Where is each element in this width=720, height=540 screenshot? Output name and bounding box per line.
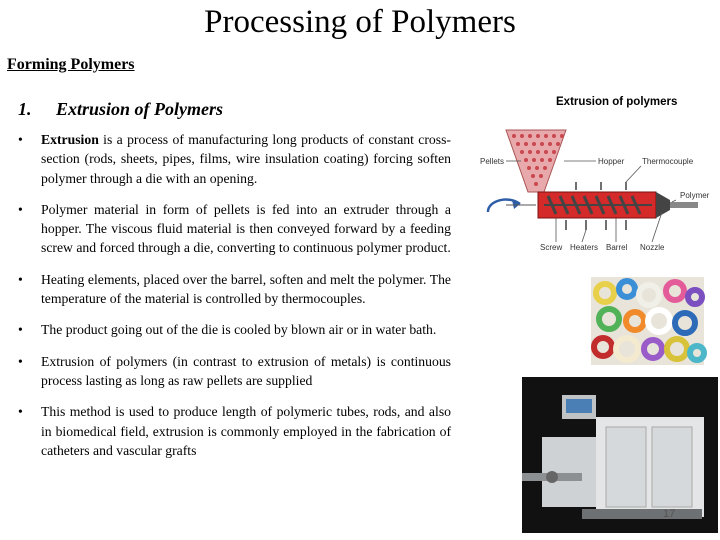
diagram-title: Extrusion of polymers [556, 96, 678, 108]
label-polymer: Polymer [680, 191, 710, 200]
bullet-item [18, 270, 451, 309]
bullet-marker: • [18, 404, 23, 420]
label-barrel: Barrel [606, 243, 628, 252]
page-number: 17 [663, 508, 676, 520]
section-heading [18, 99, 223, 120]
label-heaters: Heaters [570, 243, 599, 252]
slide-subtitle: Forming Polymers [7, 56, 135, 73]
bullet-bold: Extrusion [41, 132, 99, 147]
label-thermocouple: Thermocouple [642, 157, 694, 166]
label-nozzle: Nozzle [640, 243, 665, 252]
extruder-diagram [476, 112, 710, 257]
nozzle-shape [656, 192, 670, 218]
label-pellets: Pellets [480, 157, 505, 166]
extruded-tubes-photo [591, 277, 704, 365]
bullet-text: Heating elements, placed over the barrel, soften and melt the polymer. The temperature of the material is controlled by thermocouples. [41, 271, 451, 307]
bullet-text: Extrusion of polymers (in contrast to extrusion of metals) is continuous process lasting as long as raw pellets are supplied [41, 353, 451, 388]
slide-title: Processing of Polymers [204, 4, 516, 40]
bullet-item [18, 352, 451, 391]
bullet-item [18, 402, 451, 460]
bullet-marker: • [18, 132, 23, 147]
bullet-marker: • [18, 353, 23, 369]
bullet-text: Polymer material in form of pellets is fed into an extruder through a hopper. The viscous fluid material is then conveyed forward by a feeding screw and forced through a die, converting to continuous polymer product. [41, 201, 451, 256]
bullet-item [18, 130, 451, 188]
bullet-item [18, 320, 451, 339]
bullet-text: The product going out of the die is cooled by blown air or in water bath. [41, 322, 437, 338]
label-hopper: Hopper [598, 157, 625, 166]
bullet-item [18, 200, 451, 258]
bullet-text: This method is used to produce length of polymeric tubes, rods, and also in biomedical field, extrusion is commonly employed in the fabrication of catheters and vascular grafts [41, 404, 451, 458]
bullet-text: is a process of manufacturing long products of constant cross-section (rods, sheets, pipes, films, wire insulation coating) forcing soften polymer through a die with an opening. [41, 132, 451, 186]
bullet-marker: • [18, 271, 23, 287]
bullet-marker: • [18, 201, 23, 217]
bullet-marker: • [18, 322, 23, 338]
extrusion-machine-photo [522, 377, 718, 533]
bullet-list [18, 130, 451, 472]
label-screw: Screw [540, 243, 563, 252]
section-number: 1. [18, 99, 32, 119]
section-title: Extrusion of Polymers [56, 99, 224, 119]
polymer-output [670, 202, 698, 208]
